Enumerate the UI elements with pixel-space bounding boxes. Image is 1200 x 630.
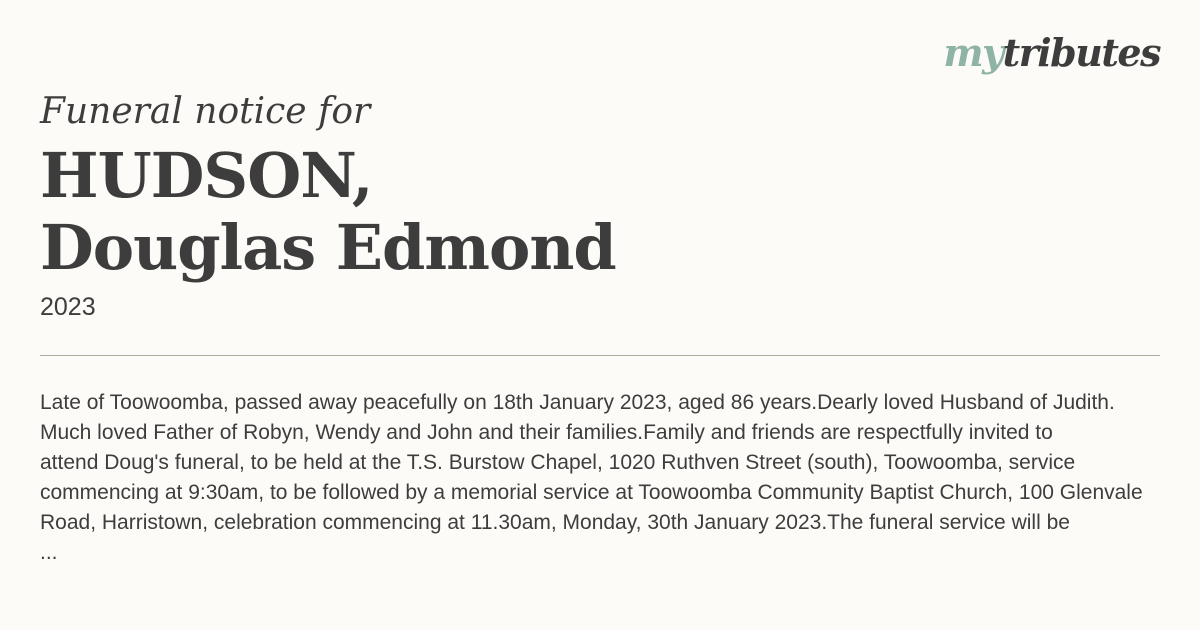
notice-body-line: attend Doug's funeral, to be held at the T.S. Burstow Chapel, 1020 Ruthven Street (south), Toowoomba, service [40,451,1076,474]
deceased-given-names: Douglas Edmond [40,211,616,284]
notice-body-line: Late of Toowoomba, passed away peacefully on 18th January 2023, aged 86 years.Dearly loved Husband of Judith. [40,391,1115,414]
divider [40,355,1160,356]
logo-tributes: tributes [1002,30,1160,75]
deceased-surname: HUDSON, [40,139,373,212]
deceased-name [40,140,616,284]
mytributes-logo[interactable] [943,30,1160,75]
notice-body-line: Road, Harristown, celebration commencing at 11.30am, Monday, 30th January 2023.The funeral service will be [40,511,1070,534]
notice-subtitle: Funeral notice for [40,91,371,132]
notice-body-line: commencing at 9:30am, to be followed by a memorial service at Toowoomba Community Baptist Church, 100 Glenvale [40,481,1143,504]
notice-body-line: Much loved Father of Robyn, Wendy and John and their families.Family and friends are respectfully invited to [40,421,1053,444]
notice-body-ellipsis: ... [40,541,58,564]
notice-body [40,388,1200,568]
notice-year: 2023 [40,293,96,321]
logo-my: my [943,30,1003,75]
